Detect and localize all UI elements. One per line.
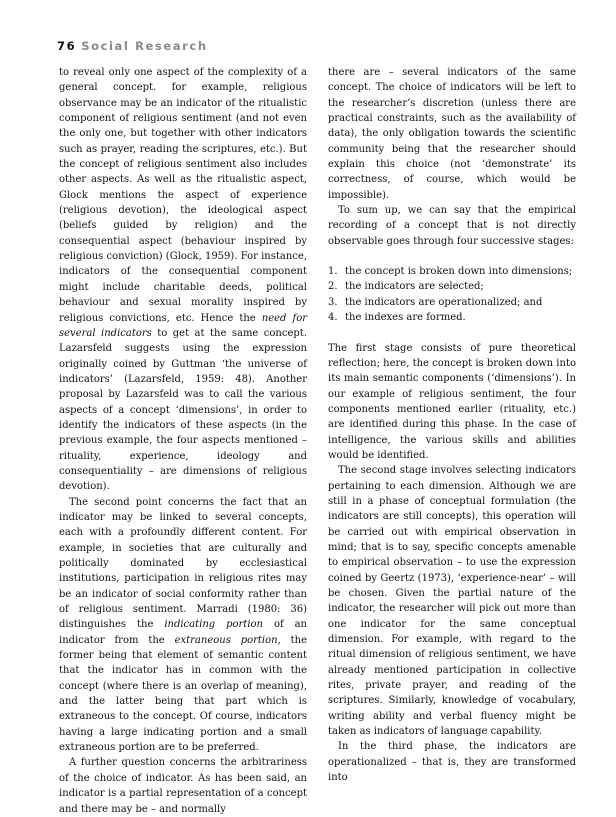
list-number: 4. xyxy=(328,312,338,324)
list-item xyxy=(328,295,576,310)
spacer xyxy=(328,249,576,264)
text-span: of an indicator from the xyxy=(59,619,308,646)
list-number: 2. xyxy=(328,281,338,293)
list-number: 3. xyxy=(328,296,338,308)
stages-list xyxy=(328,264,576,325)
list-text: the concept is broken down into dimensions; xyxy=(345,266,573,278)
left-paragraph-3: A further question concerns the arbitrariness of the choice of indicator. As has been said, an indicator is a partial representation of a concept and there may be – and normally xyxy=(59,757,307,815)
list-number: 1. xyxy=(328,266,338,278)
right-paragraph-2: To sum up, we can say that the empirical recording of a concept that is not directly observable goes through four successive stages: xyxy=(328,205,576,247)
list-item xyxy=(328,310,576,325)
emphasis-text: extraneous portion xyxy=(174,634,278,646)
right-paragraph-4: The second stage involves selecting indicators pertaining to each dimension. Although we are still in a phase of conceptual formulation (the indicators are still concepts), this operation will be carried out with empirical observation in mind; that is to say, specific concepts amenable to empirical observation – to use the expression coined by Geertz (1973), ‘experience-near’ – will be chosen. Given the partial nature of the indicator, the researcher will pick out more than one indicator for the same conceptual dimension. For example, with regard to the ritual dimension of religious sentiment, we have already mentioned participation in collective rites, private prayer, and reading of the scriptures. Similarly, knowledge of vocabulary, writing ability and verbal fluency might be taken as indicators of language capability. xyxy=(328,465,576,738)
list-item xyxy=(328,279,576,294)
text-span: to get at the same concept. Lazarsfeld suggests using the expression originally coined by Guttman ‘the universe of indicators’ (Lazarsfeld, 1959: 48). Another proposal by Lazarsfeld was to call the various aspects of a concept ‘dimensions’, in order to identify the indicators of these aspects (in the previous example, the four aspects mentioned – rituality, experience, ideology and consequentiality – are dimensions of religious devotion). xyxy=(59,327,307,493)
emphasis-text: indicating portion xyxy=(164,619,263,631)
list-text: the indicators are selected; xyxy=(345,281,484,293)
list-item xyxy=(328,264,576,279)
right-paragraph-1: there are – several indicators of the same concept. The choice of indicators will be left to the researcher’s discretion (unless there are practical constraints, such as the availability of data), the only obligation towards the scientific community being that the researcher should explain this choice (not ‘demonstrate’ its correctness, of course, which would be impossible). xyxy=(328,67,576,201)
list-text: the indexes are formed. xyxy=(345,312,466,324)
left-column xyxy=(59,65,307,817)
text-span: The second point concerns the fact that an indicator may be linked to several concepts, each with a profoundly different content. For example, in societies that are culturally and politically dominated by ecclesiastical institutions, participation in religious rites may be an indicator of social conformity rather than of religious sentiment. Marradi (1980: 36) distinguishes the xyxy=(59,496,307,631)
text-span: , the former being that element of semantic content that the indicator has in common with the concept (where there is an overlap of meaning), and the latter being that part which is extraneous to the concept. Of course, indicators having a large indicating portion and a small extraneous portion are to be preferred. xyxy=(59,634,307,754)
right-paragraph-5: In the third phase, the indicators are operationalized – that is, they are transformed into xyxy=(328,741,576,784)
spacer xyxy=(328,326,576,341)
emphasis-text: need for several indicators xyxy=(59,312,308,339)
right-paragraph-3: The first stage consists of pure theoretical reflection; here, the concept is broken down into its main semantic components (‘dimensions’). In our example of religious sentiment, the four components mentioned earlier (rituality, etc.) are identified during this phase. In the case of intelligence, the various skills and abilities would be identified. xyxy=(328,342,576,461)
text-span: to reveal only one aspect of the complexity of a general concept. for example, religious observance may be an indicator of the ritualistic component of religious sentiment (and not even the only one, but together with other indicators such as prayer, reading the scriptures, etc.). But the concept of religious sentiment also includes other aspects. As well as the ritualistic aspect, Glock mentions the aspect of experience (religious devotion), the ideological aspect (beliefs guided by religion) and the consequential aspect (behaviour inspired by religious conviction) (Glock, 1959). For instance, indicators of the consequential component might include charitable deeds, political behaviour and sexual morality inspired by religious convictions, etc. Hence the xyxy=(59,67,307,324)
running-header xyxy=(57,39,208,53)
right-column xyxy=(328,65,576,785)
left-paragraph-2 xyxy=(59,495,307,756)
running-title: Social Research xyxy=(81,39,208,53)
left-paragraph-1 xyxy=(59,65,307,495)
list-text: the indicators are operationalized; and xyxy=(345,296,543,308)
page-number: 76 xyxy=(57,39,77,53)
